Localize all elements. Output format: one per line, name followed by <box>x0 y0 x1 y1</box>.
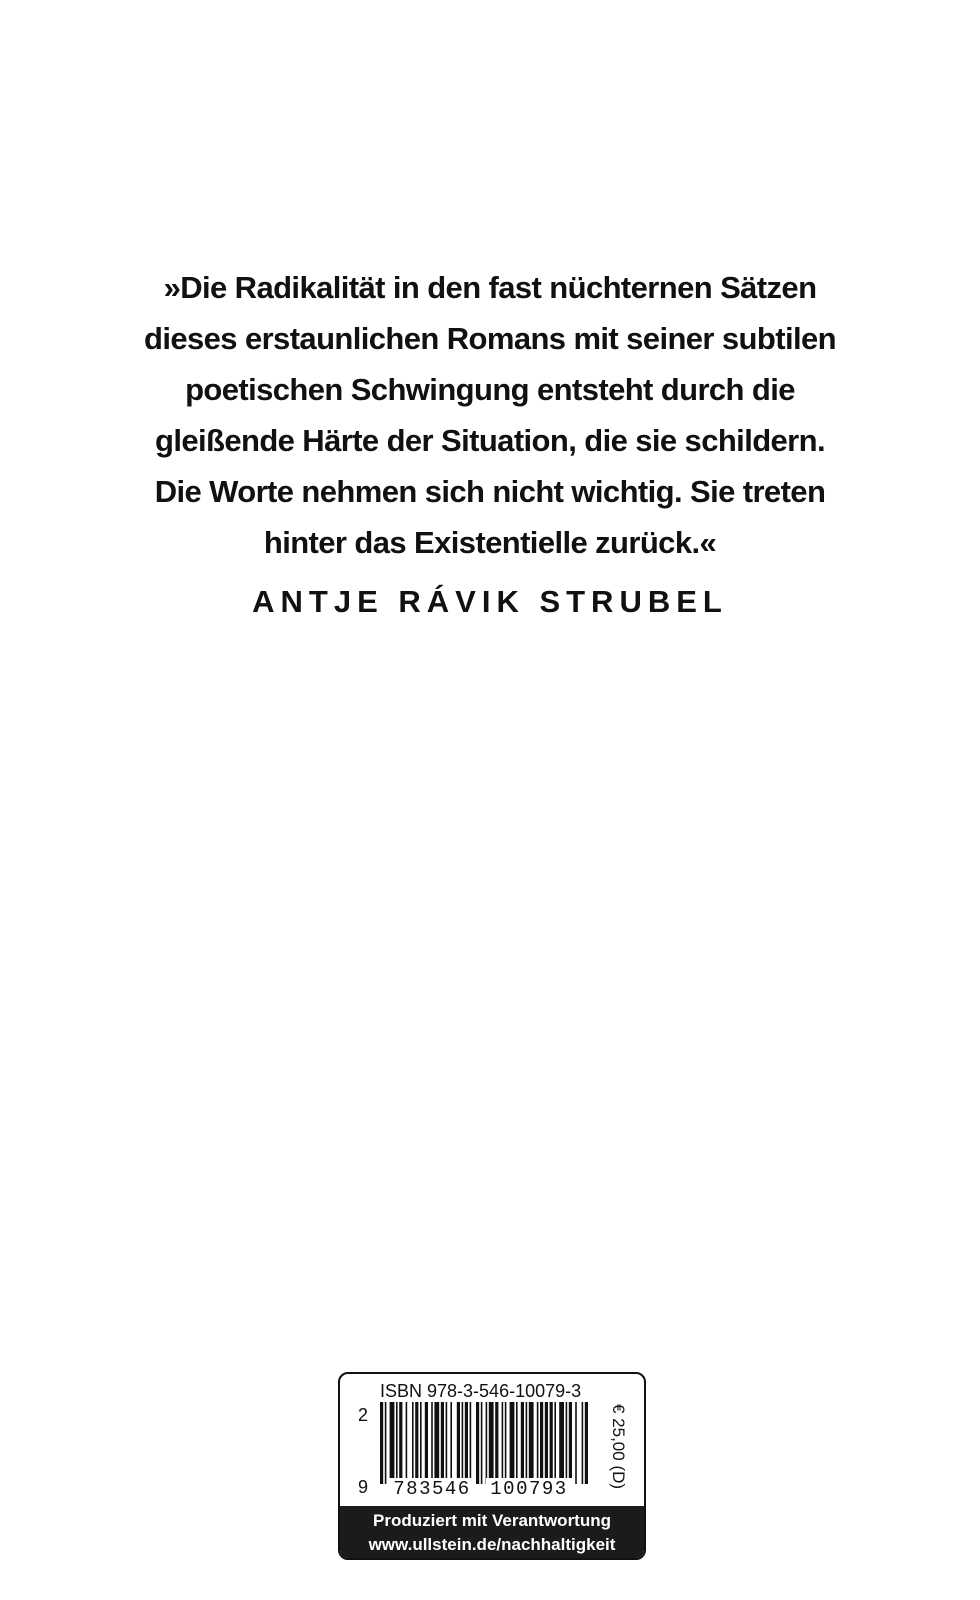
barcode-addon-digit: 2 <box>358 1405 369 1425</box>
quote-line: hinter das Existentielle zurück.« <box>263 525 717 560</box>
barcode-icon <box>340 1402 602 1500</box>
quote-line: Die Worte nehmen sich nicht wichtig. Sie treten <box>154 474 826 509</box>
quote-line: dieses erstaunlichen Romans mit seiner subtilen <box>144 321 836 356</box>
barcode-box <box>338 1372 646 1560</box>
sustainability-text: Produziert mit Verantwortung <box>372 1511 612 1530</box>
barcode-first-digit: 9 <box>358 1477 369 1497</box>
quote-attribution: ANTJE RÁVIK STRUBEL <box>252 584 728 619</box>
isbn-label: ISBN 978-3-546-10079-3 <box>380 1381 582 1401</box>
sustainability-url: www.ullstein.de/nachhaltigkeit <box>368 1535 616 1554</box>
quote-line: gleißende Härte der Situation, die sie schildern. <box>155 423 825 458</box>
barcode-right-digits: 100793 <box>490 1478 568 1500</box>
price-label: € 25,00 (D) <box>609 1404 628 1490</box>
barcode-left-digits: 783546 <box>393 1478 471 1500</box>
quote-line: poetischen Schwingung entsteht durch die <box>185 372 795 407</box>
sustainability-band <box>340 1506 644 1558</box>
blurb-quote <box>0 262 980 622</box>
quote-line: »Die Radikalität in den fast nüchternen Sätzen <box>163 270 817 305</box>
